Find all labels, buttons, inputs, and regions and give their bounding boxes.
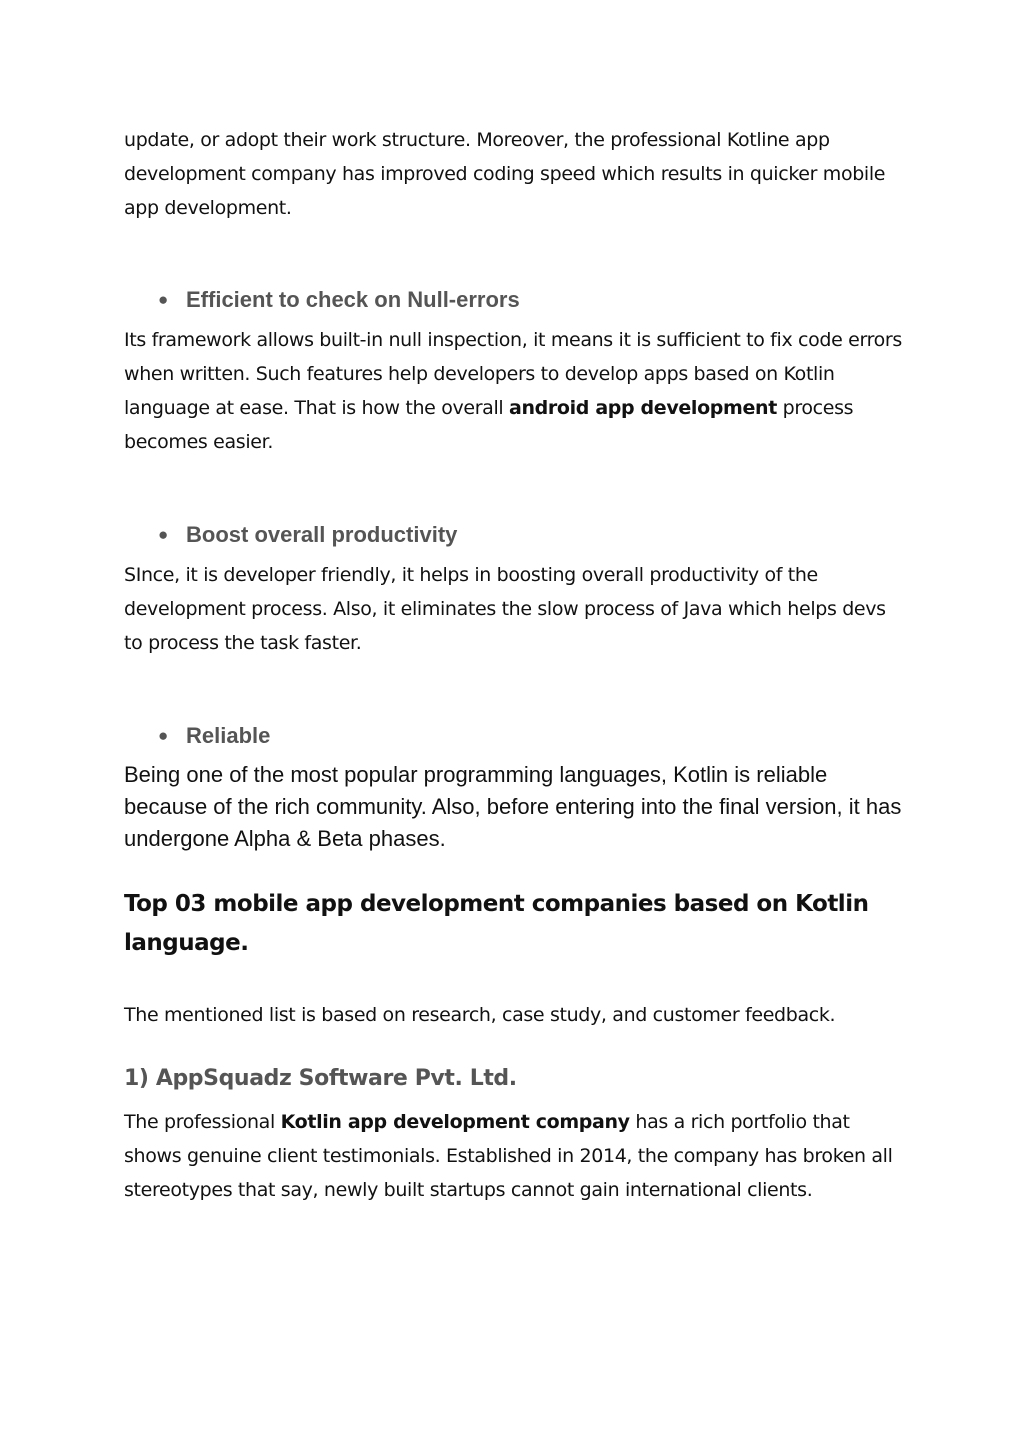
bullet-heading-label: Reliable xyxy=(186,723,271,748)
company-heading: 1) AppSquadz Software Pvt. Ltd. xyxy=(124,1066,517,1091)
bullet-heading-productivity xyxy=(158,520,457,550)
bullet-icon: ● xyxy=(158,290,169,309)
bullet-heading-label: Boost overall productivity xyxy=(186,522,458,547)
bullet-heading-null-errors xyxy=(158,285,520,315)
bullet-heading-reliable xyxy=(158,721,270,751)
productivity-paragraph: SInce, it is developer friendly, it helps in boosting overall productivity of the development process. Also, it eliminates the slow process of Java which helps devs to process the task faster. xyxy=(124,564,886,654)
intro-paragraph: update, or adopt their work structure. Moreover, the professional Kotline app development company has improved coding speed which results in quicker mobile app development. xyxy=(124,129,886,219)
list-note: The mentioned list is based on research, case study, and customer feedback. xyxy=(124,1004,836,1026)
company-paragraph: The professional Kotlin app development company has a rich portfolio that shows genuine client testimonials. Established in 2014, the company has broken all stereotypes that say, newly built startups cannot gain international clients. xyxy=(124,1111,893,1201)
android-app-development-emphasis: android app development xyxy=(509,397,777,419)
null-errors-paragraph: Its framework allows built-in null inspection, it means it is sufficient to fix code errors when written. Such features help developers to develop apps based on Kotlin language at ease. That is how the overall android app development process becomes easier. xyxy=(124,329,902,453)
kotlin-app-development-company-emphasis: Kotlin app development company xyxy=(280,1111,630,1133)
bullet-icon: ● xyxy=(158,525,169,544)
bullet-icon: ● xyxy=(158,726,169,745)
bullet-heading-label: Efficient to check on Null-errors xyxy=(186,287,520,312)
top-companies-heading: Top 03 mobile app development companies based on Kotlin language. xyxy=(124,891,869,956)
reliable-paragraph: Being one of the most popular programming languages, Kotlin is reliable because of the rich community. Also, before entering into the final version, it has undergone Alpha & Beta phases. xyxy=(124,762,902,851)
